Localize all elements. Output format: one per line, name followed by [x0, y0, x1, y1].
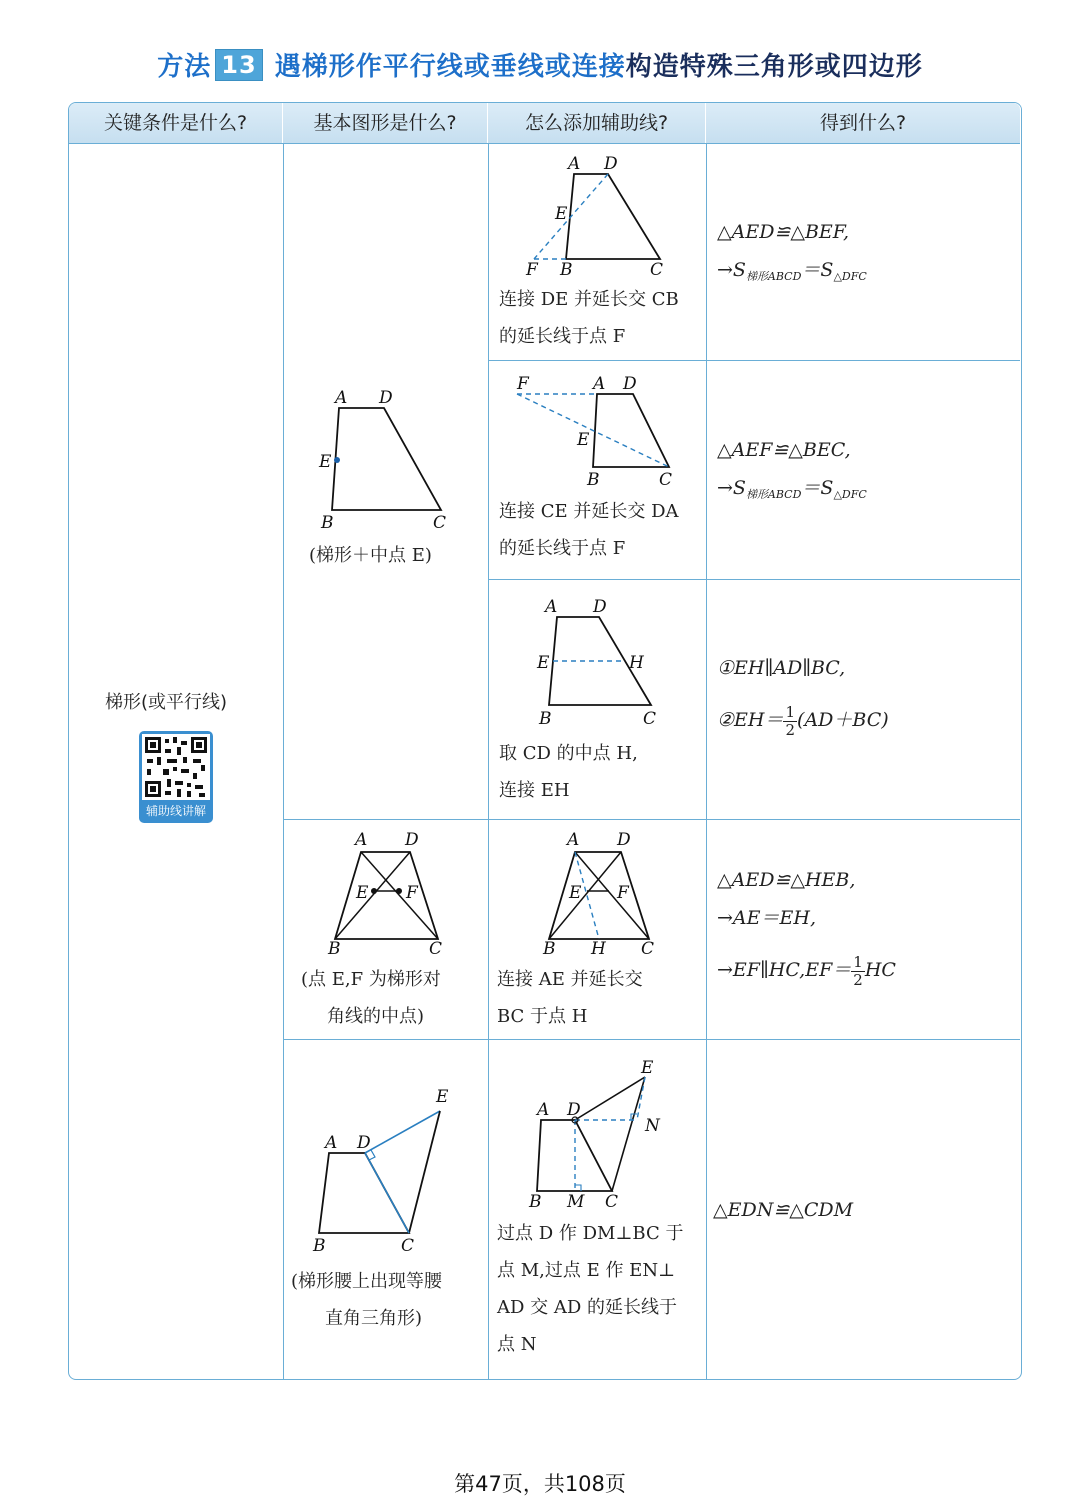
svg-text:E: E — [641, 1058, 654, 1078]
result-1-line1: △AED≌△BEF, — [717, 221, 850, 243]
aux-1-line2: 的延长线于点 F — [499, 326, 626, 347]
row-divider — [488, 579, 1020, 580]
svg-text:D: D — [593, 597, 607, 617]
svg-text:C: C — [641, 939, 655, 959]
basic-figure-3-caption-line1: (梯形腰上出现等腰 — [291, 1271, 443, 1292]
svg-text:E: E — [537, 653, 550, 673]
svg-text:F: F — [406, 883, 418, 903]
svg-text:C: C — [605, 1192, 619, 1212]
basic-figure-1-caption: (梯形＋中点 E) — [309, 545, 432, 566]
key-condition-text: 梯形(或平行线) — [105, 692, 228, 713]
svg-text:A: A — [593, 374, 606, 394]
title-part2: 作平行线或垂线或连接 — [355, 52, 626, 82]
svg-text:E: E — [569, 883, 582, 903]
svg-text:B: B — [560, 260, 573, 280]
svg-text:C: C — [433, 513, 447, 533]
result-4-line2: →AE＝EH, — [717, 907, 816, 929]
result-3-line2: ②EH＝ $\frac{1}{2}$ (AD＋BC) — [717, 702, 889, 739]
aux-2-line1: 连接 CE 并延长交 DA — [499, 501, 679, 522]
svg-text:D: D — [604, 154, 618, 174]
svg-text:E: E — [555, 204, 568, 224]
qr-label: 辅助线讲解 — [139, 801, 213, 821]
aux-4-line2: BC 于点 H — [497, 1006, 588, 1027]
aux-figure-1 — [517, 151, 677, 281]
svg-text:B: B — [529, 1192, 542, 1212]
page-footer: 第47页，共108页 — [454, 1472, 626, 1496]
svg-text:A: A — [335, 388, 348, 408]
svg-text:F: F — [517, 374, 529, 394]
aux-5-line2: 点 M,过点 E 作 EN⊥ — [497, 1260, 675, 1281]
header-basic-figure: 基本图形是什么? — [283, 103, 488, 143]
svg-text:E: E — [577, 430, 590, 450]
aux-3-line1: 取 CD 的中点 H, — [499, 743, 638, 764]
header-aux-line: 怎么添加辅助线? — [488, 103, 706, 143]
svg-text:H: H — [629, 653, 644, 673]
method-number-badge: 13 — [215, 49, 262, 81]
header-divider — [69, 143, 1020, 144]
svg-text:A: A — [537, 1100, 550, 1120]
row-divider — [283, 1039, 1020, 1040]
svg-text:B: B — [313, 1236, 326, 1256]
svg-text:B: B — [587, 470, 600, 490]
aux-figure-2 — [509, 369, 679, 499]
aux-2-line2: 的延长线于点 F — [499, 538, 626, 559]
svg-text:D: D — [567, 1100, 581, 1120]
basic-figure-trapezoid-midpoint — [299, 385, 479, 535]
result-4-line1: △AED≌△HEB, — [717, 869, 856, 891]
aux-5-line4: 点 N — [497, 1334, 537, 1355]
aux-5-line1: 过点 D 作 DM⊥BC 于 — [497, 1223, 684, 1244]
basic-figure-isosceles-right-triangle — [305, 1081, 480, 1256]
aux-5-line3: AD 交 AD 的延长线于 — [497, 1297, 678, 1318]
result-5-line1: △EDN≌△CDM — [713, 1199, 854, 1221]
result-2-line2: $\to S_{梯形ABCD}=S_{\triangle DFC}$ — [717, 477, 867, 501]
svg-text:D: D — [379, 388, 393, 408]
row-divider — [283, 819, 1020, 820]
basic-figure-2-caption-line2: 角线的中点) — [327, 1006, 425, 1027]
title-part3: 构造特殊三角形或四边形 — [625, 52, 923, 82]
svg-text:A: A — [568, 154, 581, 174]
svg-text:E: E — [356, 883, 369, 903]
method-label: 方法 — [157, 52, 212, 82]
svg-text:D: D — [357, 1133, 371, 1153]
svg-text:A: A — [355, 830, 368, 850]
basic-figure-3-caption-line2: 直角三角形) — [325, 1308, 423, 1329]
column-divider — [283, 143, 284, 1379]
svg-text:A: A — [545, 597, 558, 617]
svg-text:M: M — [567, 1192, 585, 1212]
svg-text:B: B — [539, 709, 552, 729]
svg-text:C: C — [659, 470, 673, 490]
result-3-line1: ①EH∥AD∥BC, — [717, 657, 846, 679]
svg-text:B: B — [328, 939, 341, 959]
header-key-condition: 关键条件是什么? — [69, 103, 283, 143]
svg-text:E: E — [436, 1087, 449, 1107]
aux-3-line2: 连接 EH — [499, 780, 570, 801]
svg-text:D: D — [405, 830, 419, 850]
svg-text:B: B — [321, 513, 334, 533]
svg-text:N: N — [645, 1116, 660, 1136]
svg-text:E: E — [319, 452, 332, 472]
row-divider — [488, 360, 1020, 361]
svg-text:B: B — [543, 939, 556, 959]
svg-text:H: H — [591, 939, 606, 959]
aux-figure-5 — [525, 1053, 695, 1213]
result-1-line2: $\to S_{梯形ABCD}=S_{\triangle DFC}$ — [717, 259, 867, 283]
header-result: 得到什么? — [706, 103, 1021, 143]
column-divider — [706, 143, 707, 1379]
basic-figure-diagonal-midpoints — [313, 827, 473, 962]
svg-text:A: A — [325, 1133, 338, 1153]
svg-text:A: A — [567, 830, 580, 850]
aux-1-line1: 连接 DE 并延长交 CB — [499, 289, 679, 310]
result-2-line1: △AEF≌△BEC, — [717, 439, 851, 461]
svg-text:C: C — [401, 1236, 415, 1256]
method-table — [68, 102, 1022, 1380]
page-title — [0, 46, 1080, 83]
title-part1: 遇梯形 — [274, 52, 356, 82]
svg-text:C: C — [429, 939, 443, 959]
svg-text:F: F — [617, 883, 629, 903]
svg-text:F: F — [526, 260, 538, 280]
aux-4-line1: 连接 AE 并延长交 — [497, 969, 643, 990]
column-divider — [488, 143, 489, 1379]
svg-text:D: D — [617, 830, 631, 850]
aux-figure-4 — [525, 827, 685, 962]
aux-figure-3 — [521, 590, 681, 730]
svg-text:C: C — [650, 260, 664, 280]
basic-figure-2-caption-line1: (点 E,F 为梯形对 — [301, 969, 441, 990]
result-4-line3: →EF∥HC,EF＝ $\frac{1}{2}$ HC — [717, 952, 896, 989]
svg-text:D: D — [623, 374, 637, 394]
svg-text:C: C — [643, 709, 657, 729]
